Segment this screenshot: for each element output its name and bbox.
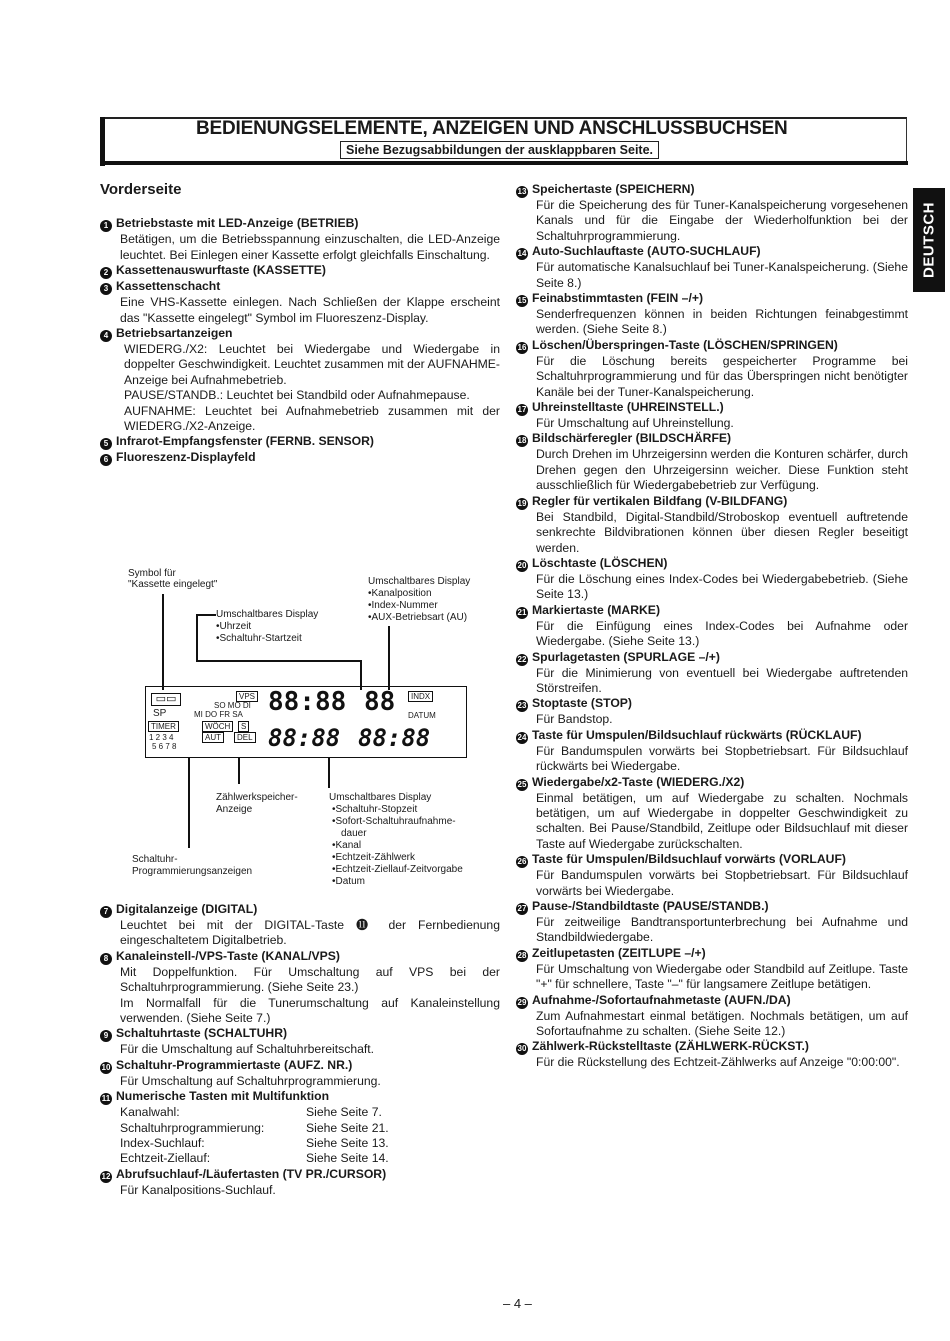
item-30	[516, 1039, 908, 1070]
right-column	[516, 182, 908, 1071]
item-heading: Uhreinstelltaste (UHREINSTELL.)	[532, 400, 724, 415]
item-23	[516, 696, 908, 727]
item-description: Für automatische Kanalsuchlauf bei Tuner-Kanalspeicherung. (Siehe Seite 8.)	[536, 260, 908, 290]
diagram-label: • Echtzeit-Ziellauf-Zeitvorgabe	[332, 864, 463, 876]
item-11	[100, 1089, 500, 1167]
item-heading: Pause-/Standbildtaste (PAUSE/STANDB.)	[532, 899, 769, 913]
item-description: AUFNAHME: Leuchtet bei Aufnahmebetrieb zusammen mit der WIEDERG./X2-Anzeige.	[124, 403, 500, 434]
item-heading: Wiedergabe/x2-Taste (WIEDERG./X2)	[532, 774, 745, 789]
page-title: BEDIENUNGSELEMENTE, ANZEIGEN UND ANSCHLUSSBUCHSEN	[196, 118, 788, 139]
table-cell: Index-Suchlauf:	[120, 1136, 205, 1151]
item-heading: Regler für vertikalen Bildfang (V-BILDFANG)	[532, 493, 788, 508]
table-cell: Siehe Seite 13.	[306, 1136, 389, 1151]
diagram-label: • AUX-Betriebsart (AU)	[368, 612, 467, 624]
item-number: 12	[101, 1171, 111, 1181]
diagram-label: "Kassette eingelegt"	[128, 579, 218, 590]
item-24	[516, 728, 908, 775]
leader-line	[196, 614, 198, 660]
item-description: Für Umschaltung auf Uhreinstellung.	[536, 416, 734, 431]
item-10	[100, 1058, 500, 1089]
item-number: 26	[517, 857, 527, 867]
diagram-label: Anzeige	[216, 804, 253, 815]
item-description: Für Kanalpositions-Suchlauf.	[120, 1182, 276, 1197]
left-column-lower	[100, 902, 500, 1198]
item-1	[100, 216, 500, 263]
item-heading: Betriebstaste mit LED-Anzeige (BETRIEB)	[116, 216, 359, 231]
diagram-label: dauer	[341, 828, 367, 839]
item-number: 18	[517, 436, 527, 446]
item-description: Bei Standbild, Digital-Standbild/Stroboskop eventuell auftretende senkrechte Bildvibrationen können über diesen Regler beseitigt werden.	[536, 509, 908, 555]
item-heading: Löschtaste (LÖSCHEN)	[532, 555, 668, 570]
diagram-label: • Kanalposition	[368, 588, 432, 600]
lcd-time-bottom-1: 88:88	[268, 724, 341, 752]
item-number: 16	[517, 342, 527, 352]
header-left-bar	[100, 117, 105, 166]
diagram-label: • Schaltuhr-Startzeit	[216, 633, 302, 645]
item-heading: Löschen/Überspringen-Taste (LÖSCHEN/SPRINGEN)	[532, 337, 838, 352]
item-number: 3	[100, 283, 112, 295]
diagram-label: Zählwerkspeicher-	[216, 792, 298, 803]
item-number: 4	[100, 330, 112, 342]
item-number: 6	[100, 454, 112, 466]
item-description: Eine VHS-Kassette einlegen. Nach Schließen der Klappe erscheint das "Kassette eingelegt" Symbol im Fluoreszenz-Display.	[120, 295, 500, 325]
item-heading: Abrufsuchlauf-/Läufertasten (TV PR./CURSOR)	[116, 1166, 387, 1181]
leader-line	[238, 758, 240, 784]
item-description: PAUSE/STANDB.: Leuchtet bei Standbild oder Aufnahmepause.	[124, 388, 470, 403]
leader-line	[162, 594, 164, 690]
item-description: Einmal betätigen, um auf Wiedergabe zu schalten. Nochmals betätigen, um auf Wiedergabe in doppelter Geschwindigkeit zu schalten. Bei Pause/Standbild, Zeitlupe oder Bildsuchlauf mit dieser Taste auf Wiedergabe zurückschalten.	[536, 790, 908, 851]
item-number: 9	[100, 1030, 112, 1042]
item-description: Für die Minimierung von eventuell bei Wiedergabe auftretenden Störstreifen.	[536, 665, 908, 695]
item-number: 22	[517, 654, 527, 664]
diagram-label: • Kanal	[332, 840, 361, 852]
lcd-s: S	[238, 721, 249, 732]
diagram-label: • Echtzeit-Zählwerk	[332, 852, 415, 864]
item-heading: Speichertaste (SPEICHERN)	[532, 182, 695, 196]
item-heading: Fluoreszenz-Displayfeld	[116, 450, 256, 465]
item-9	[100, 1026, 500, 1057]
diagram-label: • Index-Nummer	[368, 600, 438, 612]
item-17	[516, 400, 908, 431]
leader-line	[188, 758, 190, 848]
item-number: 1	[100, 220, 112, 232]
item-number: 25	[517, 779, 527, 789]
item-number: 29	[517, 997, 527, 1007]
item-description: Für zeitweilige Bandtransportunterbrechung bei Aufnahme und Standbildwiedergabe.	[536, 915, 908, 945]
item-heading: Zählwerk-Rückstelltaste (ZÄHLWERK-RÜCKST.)	[532, 1039, 809, 1054]
item-description: Für Bandumspulen vorwärts bei Stopbetriebsart. Für Bildsuchlauf vorwärts bei Wiedergabe.	[536, 868, 908, 898]
item-heading: Infrarot-Empfangsfenster (FERNB. SENSOR)	[116, 434, 374, 449]
item-number: 15	[517, 296, 527, 306]
item-heading: Schaltuhrtaste (SCHALTUHR)	[116, 1026, 288, 1041]
item-number: 7	[100, 906, 112, 918]
item-heading: Kassettenschacht	[116, 279, 221, 294]
leader-line	[328, 758, 330, 788]
item-22	[516, 650, 908, 697]
item-number: 2	[100, 267, 112, 279]
item-number: 20	[517, 560, 527, 570]
lcd-numbers-bottom: 5 6 7 8	[152, 742, 177, 751]
lcd-days-bottom: MI DO FR SA	[194, 710, 243, 719]
item-heading: Kanaleinstell-/VPS-Taste (KANAL/VPS)	[116, 948, 340, 963]
item-number: 14	[517, 249, 527, 259]
item-7	[100, 902, 500, 949]
item-heading: Zeitlupetasten (ZEITLUPE –/+)	[532, 945, 706, 960]
item-heading: Numerische Tasten mit Multifunktion	[116, 1089, 330, 1104]
item-13	[516, 182, 908, 244]
item-16	[516, 338, 908, 400]
item-heading: Taste für Umspulen/Bildsuchlauf vorwärts (VORLAUF)	[532, 852, 846, 867]
item-number: 8	[100, 953, 112, 965]
table-cell: Kanalwahl:	[120, 1105, 180, 1120]
item-14	[516, 244, 908, 291]
item-25	[516, 775, 908, 853]
diagram-label: Symbol für	[128, 568, 176, 579]
item-number: 21	[517, 607, 527, 617]
diagram-label: Umschaltbares Display	[216, 609, 319, 620]
leader-line	[196, 614, 216, 616]
item-2	[100, 263, 500, 279]
item-number: 30	[517, 1044, 527, 1054]
item-description: Im Normalfall für die Tunerumschaltung auf Kanaleinstellung verwenden. (Siehe Seite 7.)	[120, 995, 500, 1026]
item-heading: Aufnahme-/Sofortaufnahmetaste (AUFN./DA)	[532, 992, 791, 1007]
item-heading: Taste für Umspulen/Bildsuchlauf rückwärts (RÜCKLAUF)	[532, 727, 862, 742]
item-number: 11	[101, 1094, 111, 1104]
diagram-label: • Schaltuhr-Stopzeit	[332, 804, 417, 816]
leader-line	[196, 660, 361, 662]
item-description: Für die Löschung eines Index-Codes bei Wiedergabebetrieb. (Siehe Seite 13.)	[536, 571, 908, 602]
lcd-vps: VPS	[236, 691, 258, 702]
item-heading: Feinabstimmtasten (FEIN –/+)	[532, 291, 703, 306]
item-description: Betätigen, um die Betriebsspannung einzuschalten, die LED-Anzeige leuchtet. Bei Einlegen einer Kassette erfolgt gleichfalls Einschaltung.	[120, 232, 500, 262]
table-cell: Siehe Seite 7.	[306, 1105, 382, 1120]
left-column	[100, 182, 500, 466]
item-26	[516, 852, 908, 899]
table-cell: Siehe Seite 14.	[306, 1151, 389, 1166]
item-15	[516, 291, 908, 338]
item-18	[516, 431, 908, 493]
item-description: Für die Löschung bereits gespeicherter Programme bei Schaltuhrprogrammierung und für das Überspringen nicht benötigter Kanäle bei der Tuner-Kanalspeicherung.	[536, 353, 908, 399]
table-cell: Schaltuhrprogrammierung:	[120, 1120, 265, 1135]
table-cell: Echtzeit-Ziellauf:	[120, 1151, 211, 1166]
item-19	[516, 494, 908, 556]
diagram-label: Umschaltbares Display	[329, 792, 432, 803]
item-29	[516, 993, 908, 1040]
lcd-time-bottom-2: 88:88	[358, 724, 431, 752]
item-3	[100, 279, 500, 326]
diagram-label: • Datum	[332, 876, 365, 888]
item-number: 10	[101, 1062, 111, 1072]
lcd-indx: INDX	[408, 691, 433, 702]
item-5	[100, 434, 500, 450]
lcd-channel-top: 88	[364, 687, 396, 717]
item-number: 28	[517, 950, 527, 960]
lcd-woch: WÖCH	[202, 721, 233, 732]
item-number: 13	[517, 187, 527, 196]
item-description: WIEDERG./X2: Leuchtet bei Wiedergabe und Wiedergabe in doppelter Geschwindigkeit. Leuchtet zusammen mit der AUFNAHME-Anzeige bei Aufnahmebetrieb.	[124, 342, 500, 387]
item-description: Für Bandstop.	[536, 712, 613, 727]
item-description: Für die Speicherung des für Tuner-Kanalspeicherung vorgesehenen Kanals und für die Eingabe der Wiederholfunktion bei der Schaltuhrprogrammierung.	[536, 198, 908, 243]
item-heading: Markiertaste (MARKE)	[532, 602, 660, 617]
item-description: Für die Umschaltung auf Schaltuhrbereitschaft.	[120, 1042, 375, 1057]
diagram-label: • Uhrzeit	[216, 621, 251, 633]
section-title: Vorderseite	[100, 181, 182, 198]
item-description: Für die Rückstellung des Echtzeit-Zählwerks auf Anzeige "0:00:00".	[536, 1055, 900, 1070]
language-tab	[913, 188, 945, 292]
item-27	[516, 899, 908, 946]
item-number: 24	[517, 732, 527, 742]
item-heading: Betriebsartanzeigen	[116, 326, 233, 341]
item-description: Durch Drehen im Uhrzeigersinn werden die Konturen schärfer, durch Drehen gegen den Uhrzeigersinn weicher. Diese Funktion steht ausschließlich für Wiedergabebetrieb zur Verfügung.	[536, 447, 908, 493]
display-diagram	[120, 566, 500, 896]
item-heading: Bildschärferegler (BILDSCHÄRFE)	[532, 431, 732, 446]
item-description: Für Bandumspulen vorwärts bei Stopbetriebsart. Für Bildsuchlauf rückwärts bei Wiedergabe.	[536, 743, 908, 774]
page-subtitle: Siehe Bezugsabbildungen der ausklappbaren Seite.	[340, 141, 659, 159]
item-number: 27	[517, 904, 527, 913]
table-cell: Siehe Seite 21.	[306, 1120, 389, 1135]
lcd-display	[145, 686, 467, 758]
lcd-sp: SP	[153, 708, 167, 719]
leader-line	[388, 626, 390, 690]
item-12	[100, 1167, 500, 1198]
cassette-icon: ▭▭	[151, 693, 181, 706]
diagram-label: Umschaltbares Display	[368, 576, 471, 587]
lcd-days-top: SO MO DI	[214, 701, 251, 710]
diagram-label: • Sofort-Schaltuhraufnahme-	[332, 816, 456, 828]
item-heading: Auto-Suchlauftaste (AUTO-SUCHLAUF)	[532, 244, 761, 259]
item-6	[100, 450, 500, 466]
lcd-datum: DATUM	[408, 711, 436, 720]
lcd-del: DEL	[234, 732, 256, 743]
item-28	[516, 946, 908, 993]
item-description: Für die Einfügung eines Index-Codes bei Aufnahme oder Wiedergabe. (Siehe Seite 13.)	[536, 618, 908, 649]
item-heading: Digitalanzeige (DIGITAL)	[116, 902, 258, 916]
item-4	[100, 326, 500, 434]
lcd-time-top: 88:88	[268, 687, 347, 717]
diagram-label: Schaltuhr-	[132, 854, 178, 865]
item-description: Mit Doppelfunktion. Für Umschaltung auf VPS bei der Schaltuhrprogrammierung. (Siehe Seite 23.)	[120, 964, 500, 995]
item-description: Für Umschaltung auf Schaltuhrprogrammierung.	[120, 1073, 381, 1088]
lcd-aut: AUT	[202, 732, 224, 743]
item-heading: Spurlagetasten (SPURLAGE –/+)	[532, 649, 720, 664]
item-20	[516, 556, 908, 603]
item-description: Zum Aufnahmestart einmal betätigen. Nochmals betätigen, um auf Sofortaufnahme zu schalten. (Siehe Seite 12.)	[536, 1008, 908, 1039]
lcd-timer: TIMER	[148, 721, 179, 732]
item-number: 23	[517, 701, 527, 711]
item-description: Senderfrequenzen können in beiden Richtungen feinabgestimmt werden. (Siehe Seite 8.)	[536, 307, 908, 337]
item-21	[516, 603, 908, 650]
item-number: 5	[100, 438, 112, 450]
page-number: – 4 –	[503, 1296, 532, 1311]
item-heading: Stoptaste (STOP)	[532, 696, 632, 711]
language-tab-label: DEUTSCH	[920, 201, 938, 279]
item-description: Leuchtet bei mit der DIGITAL-Taste ⓫ der Fernbedienung eingeschaltetem Digitalbetrieb.	[120, 918, 500, 948]
item-heading: Kassettenauswurftaste (KASSETTE)	[116, 263, 326, 278]
item-8	[100, 949, 500, 1027]
lcd-numbers-top: 1 2 3 4	[149, 733, 174, 742]
item-number: 17	[517, 405, 527, 415]
item-description: Für Umschaltung von Wiedergabe oder Standbild auf Zeitlupe. Taste "+" für schnellere, Taste "–" für langsamere Zeitlupe betätigen.	[536, 961, 908, 992]
header-bottom-rule	[100, 161, 908, 165]
diagram-label: Programmierungsanzeigen	[132, 866, 253, 877]
page-reference-table	[100, 1105, 500, 1167]
item-number: 19	[517, 498, 527, 508]
item-heading: Schaltuhr-Programmiertaste (AUFZ. NR.)	[116, 1057, 353, 1072]
